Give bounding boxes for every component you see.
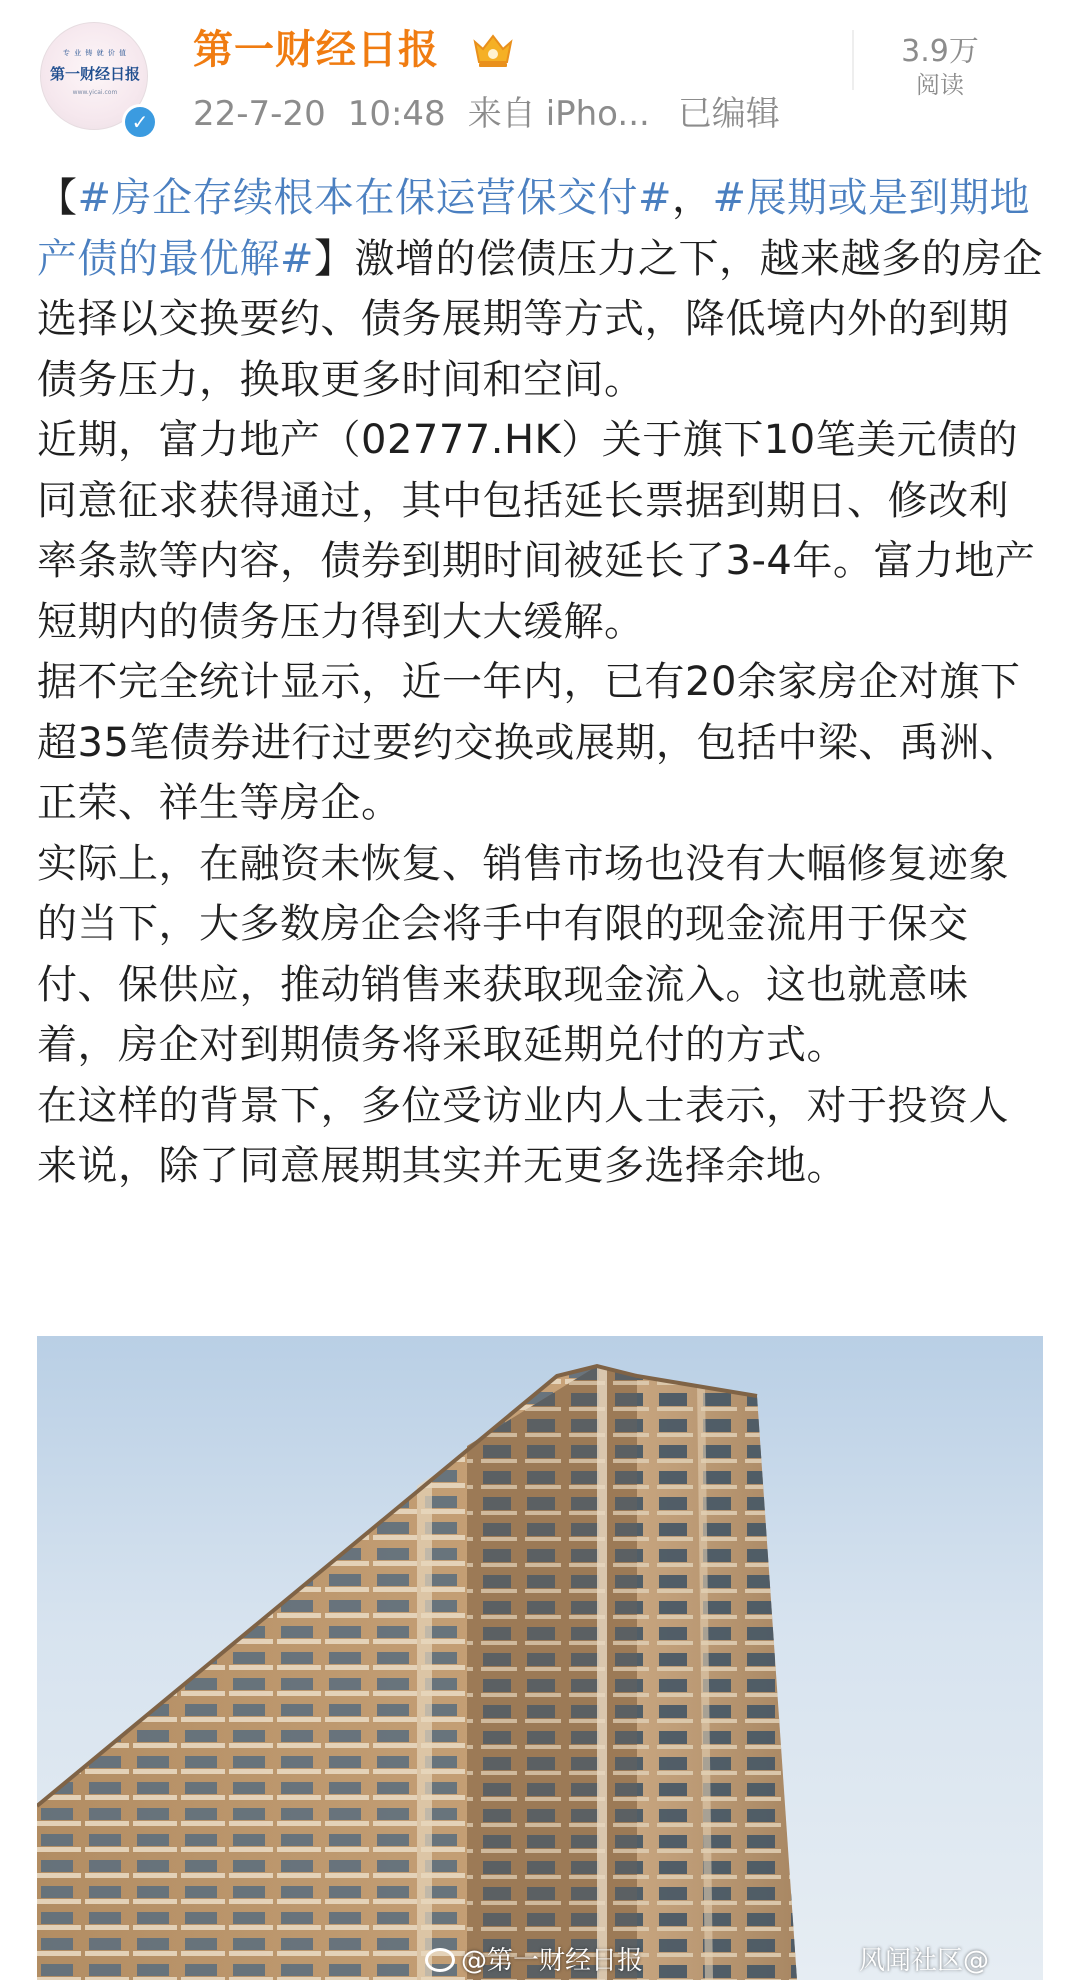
bracket-close: 】 — [314, 235, 355, 282]
hashtag-link[interactable]: #展期或是到期地产债的最优解# — [37, 175, 1031, 282]
avatar-slogan: 专 业 铸 就 价 值 — [62, 49, 128, 57]
weibo-watermark-text: @第一财经日报 — [461, 1946, 644, 1976]
building-illustration — [37, 1336, 1043, 1980]
community-watermark: 风闻社区@ — [859, 1946, 990, 1976]
post-date: 22-7-20 — [193, 94, 326, 134]
source-prefix: 来自 — [467, 94, 536, 134]
post-meta — [193, 92, 802, 136]
weibo-watermark — [425, 1940, 643, 1977]
header-divider — [852, 30, 854, 90]
paragraph-3: 据不完全统计显示，近一年内，已有20余家房企对旗下超35笔债券进行过要约交换或展期，包括中梁、禹洲、正荣、祥生等房企。 — [37, 659, 1021, 826]
account-name[interactable]: 第一财经日报 — [193, 27, 439, 73]
edited-label[interactable]: 已编辑 — [677, 94, 780, 134]
post-time: 10:48 — [347, 94, 446, 134]
post-body — [37, 168, 1047, 1197]
avatar-masthead: 第一财经日报 — [49, 65, 140, 83]
member-badge-icon[interactable] — [472, 32, 514, 70]
paragraph-2: 近期，富力地产（02777.HK）关于旗下10笔美元债的同意征求获得通过，其中包括延长票据到期日、修改利率条款等内容，债券到期时间被延长了3-4年。富力地产短期内的债务压力得到大大缓解。 — [37, 417, 1036, 645]
paragraph-5: 在这样的背景下，多位受访业内人士表示，对于投资人来说，除了同意展期其实并无更多选择余地。 — [37, 1082, 1009, 1189]
post-header — [0, 0, 1080, 150]
paragraph-1 — [37, 168, 1047, 410]
read-count — [880, 34, 1000, 100]
comma: ， — [672, 175, 713, 221]
post-photo[interactable] — [37, 1336, 1043, 1980]
read-count-label: 阅读 — [916, 71, 964, 99]
avatar-site: www.yicai.com — [72, 89, 118, 96]
weibo-logo-icon — [425, 1948, 455, 1972]
post-device: iPho... — [545, 94, 650, 134]
hashtag-link[interactable]: #房企存续根本在保运营保交付# — [77, 175, 673, 221]
paragraph-1-text: 激增的偿债压力之下，越来越多的房企选择以交换要约、债务展期等方式，降低境内外的到期债务压力，换取更多时间和空间。 — [37, 235, 1044, 403]
read-count-value: 3.9万 — [901, 34, 979, 69]
paragraph-4: 实际上，在融资未恢复、销售市场也没有大幅修复迹象的当下，大多数房企会将手中有限的现金流用于保交付、保供应，推动销售来获取现金流入。这也就意味着，房企对到期债务将采取延期兑付的方式。 — [37, 840, 1009, 1068]
bracket-open: 【 — [37, 175, 78, 221]
verified-icon: ✓ — [122, 104, 158, 140]
